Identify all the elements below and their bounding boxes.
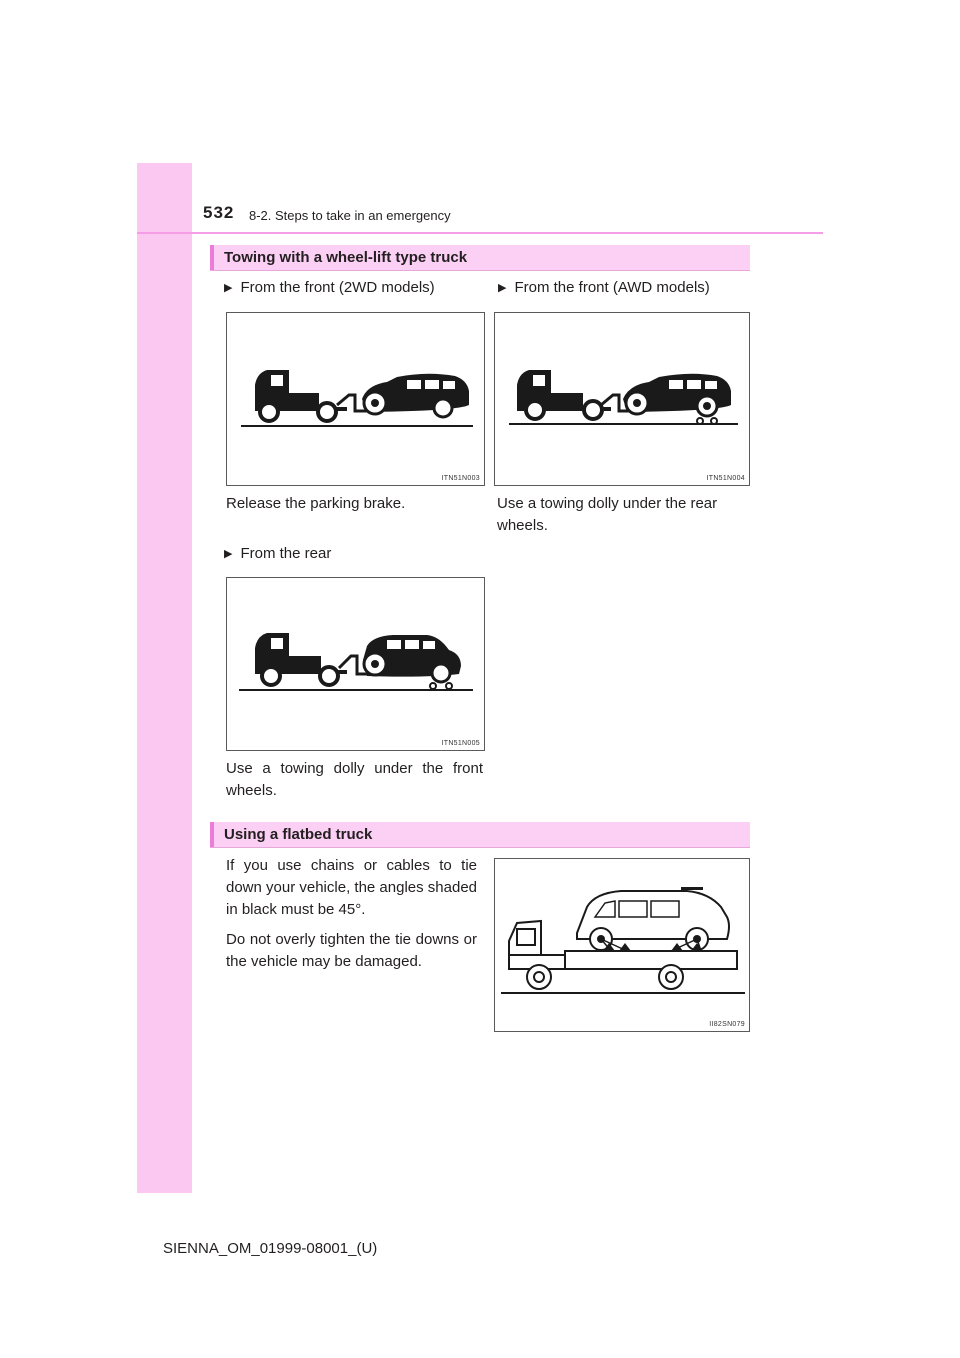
caption-front-awd	[497, 493, 717, 537]
heading-accent	[210, 245, 214, 270]
tow-truck-rear-illustration	[227, 578, 484, 750]
section-heading-title: Towing with a wheel-lift type truck	[224, 249, 468, 266]
figure-code: II82SN079	[709, 1021, 745, 1028]
section-heading-wheel-lift	[210, 245, 750, 271]
tow-truck-dolly-illustration	[495, 313, 749, 485]
caption-line: wheels.	[226, 782, 277, 799]
triangle-right-icon: ▶	[498, 282, 507, 294]
flatbed-body-text	[226, 855, 477, 981]
caption-front-2wd: Release the parking brake.	[226, 495, 406, 512]
triangle-right-icon: ▶	[224, 282, 233, 294]
figure-front-awd	[494, 312, 750, 486]
page-number: 532	[203, 203, 235, 222]
subhead-label: From the rear	[240, 545, 332, 562]
tow-truck-illustration	[227, 313, 484, 485]
figure-code: ITN51N004	[706, 475, 745, 482]
figure-rear	[226, 577, 485, 751]
caption-line: Use a towing dolly under the rear	[497, 495, 718, 512]
subhead-label: From the front (AWD models)	[514, 279, 710, 296]
figure-code: ITN51N003	[441, 475, 480, 482]
heading-accent	[210, 822, 214, 847]
section-heading-title: Using a flatbed truck	[224, 826, 373, 843]
header-rule	[137, 232, 823, 234]
figure-front-2wd	[226, 312, 485, 486]
triangle-right-icon: ▶	[224, 548, 233, 560]
subhead-front-2wd	[224, 279, 435, 296]
figure-code: ITN51N005	[441, 740, 480, 747]
caption-line: Use a towing dolly under the front	[226, 760, 483, 777]
section-heading-flatbed	[210, 822, 750, 848]
chapter-sidebar-tab	[137, 163, 192, 1193]
figure-flatbed	[494, 858, 750, 1032]
caption-line: wheels.	[497, 517, 548, 534]
subhead-rear	[224, 545, 331, 562]
subhead-front-awd	[498, 279, 710, 296]
paragraph: Do not overly tighten the tie downs or the vehicle may be damaged.	[226, 931, 477, 970]
paragraph: If you use chains or cables to tie down your vehicle, the angles shaded in black must be 45°.	[226, 857, 478, 918]
section-path: 8-2. Steps to take in an emergency	[249, 208, 451, 223]
document-code: SIENNA_OM_01999-08001_(U)	[163, 1240, 378, 1257]
subhead-label: From the front (2WD models)	[240, 279, 435, 296]
caption-rear	[226, 758, 483, 802]
flatbed-truck-illustration	[495, 859, 749, 1031]
